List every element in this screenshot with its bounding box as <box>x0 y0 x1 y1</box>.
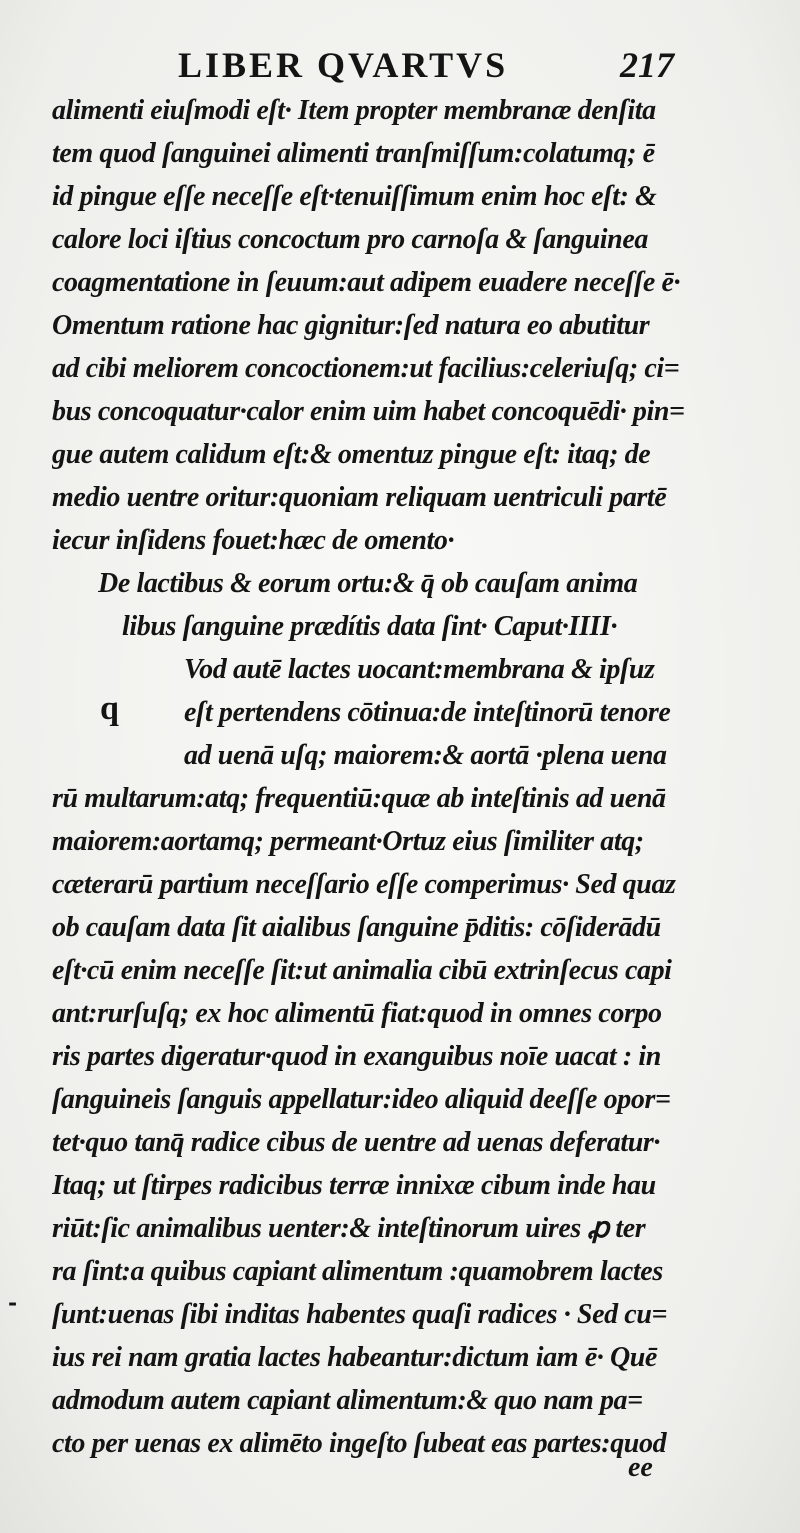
text-line: ius rei nam gratia lactes habeantur:dictum iam ē· Quē <box>52 1342 657 1373</box>
text-line: ad cibi meliorem concoctionem:ut facilius:celeriuſq; ci= <box>52 353 680 384</box>
text-line: Vod autē lactes uocant:membrana & ipſuz <box>184 654 655 685</box>
text-line: gue autem calidum eſt:& omentuz pingue eſt: itaq; de <box>52 439 651 470</box>
text-line: Itaq; ut ſtirpes radicibus terræ innixæ cibum inde hau <box>52 1170 656 1201</box>
text-line: cæterarū partium neceſſario eſſe comperimus· Sed quaz <box>52 869 676 900</box>
running-head-title: LIBER QVARTVS <box>178 45 509 85</box>
text-line: ad uenā uſq; maiorem:& aortā ·plena uena <box>184 740 667 771</box>
chapter-heading-line: De lactibus & eorum ortu:& q̄ ob cauſam anima <box>98 568 638 599</box>
text-line: alimenti eiuſmodi eſt· Item propter membranæ denſita <box>52 95 656 126</box>
text-line: bus concoquatur·calor enim uim habet concoquēdi· pin= <box>52 396 685 427</box>
text-line: eſt pertendens cōtinua:de inteſtinorū tenore <box>184 697 671 728</box>
chapter-heading-line: libus ſanguine prædítis data ſint· Caput·IIII· <box>122 611 618 642</box>
text-line: cto per uenas ex alimēto ingeſto ſubeat eas partes:quod <box>52 1428 667 1459</box>
text-line: calore loci iſtius concoctum pro carnoſa & ſanguinea <box>52 224 648 255</box>
text-line: Omentum ratione hac gignitur:ſed natura eo abutitur <box>52 310 650 341</box>
text-line: ſanguineis ſanguis appellatur:ideo aliquid deeſſe opor= <box>52 1084 671 1115</box>
text-line: maiorem:aortamq; permeant·Ortuz eius ſimiliter atq; <box>52 826 644 857</box>
running-head <box>0 44 800 94</box>
text-line: admodum autem capiant alimentum:& quo nam pa= <box>52 1385 643 1416</box>
text-line: ra ſint:a quibus capiant alimentum :quamobrem lactes <box>52 1256 663 1287</box>
text-line: eſt·cū enim neceſſe ſit:ut animalia cibū extrinſecus capi <box>52 955 672 986</box>
text-line: rū multarum:atq; frequentiū:quæ ab inteſtinis ad uenā <box>52 783 666 814</box>
signature-mark: ee <box>628 1452 653 1483</box>
text-line: tem quod ſanguinei alimenti tranſmiſſum:colatumq; ē <box>52 138 655 169</box>
page-number: 217 <box>620 45 674 85</box>
margin-mark: - <box>8 1290 18 1316</box>
text-line: ant:rurſuſq; ex hoc alimentū fiat:quod in omnes corpo <box>52 998 662 1029</box>
text-line: ris partes digeratur·quod in exanguibus noīe uacat : in <box>52 1041 661 1072</box>
text-line: ſunt:uenas ſibi inditas habentes quaſi radices · Sed cu= <box>52 1299 668 1330</box>
text-line: iecur inſidens fouet:hæc de omento· <box>52 525 455 556</box>
text-line: medio uentre oritur:quoniam reliquam uentriculi partē <box>52 482 667 513</box>
text-line: tet·quo tanq̄ radice cibus de uentre ad uenas deferatur· <box>52 1127 661 1158</box>
text-line: ob cauſam data ſit aialibus ſanguine p̄ditis: cōſiderādū <box>52 912 661 943</box>
text-line: riūt:ſic animalibus uenter:& inteſtinorum uires ꝓ ter <box>52 1213 646 1244</box>
drop-capital: q <box>100 690 119 727</box>
text-line: id pingue eſſe neceſſe eſt·tenuiſſimum enim hoc eſt: & <box>52 181 657 212</box>
text-line: coagmentatione in ſeuum:aut adipem euadere neceſſe ē· <box>52 267 681 298</box>
